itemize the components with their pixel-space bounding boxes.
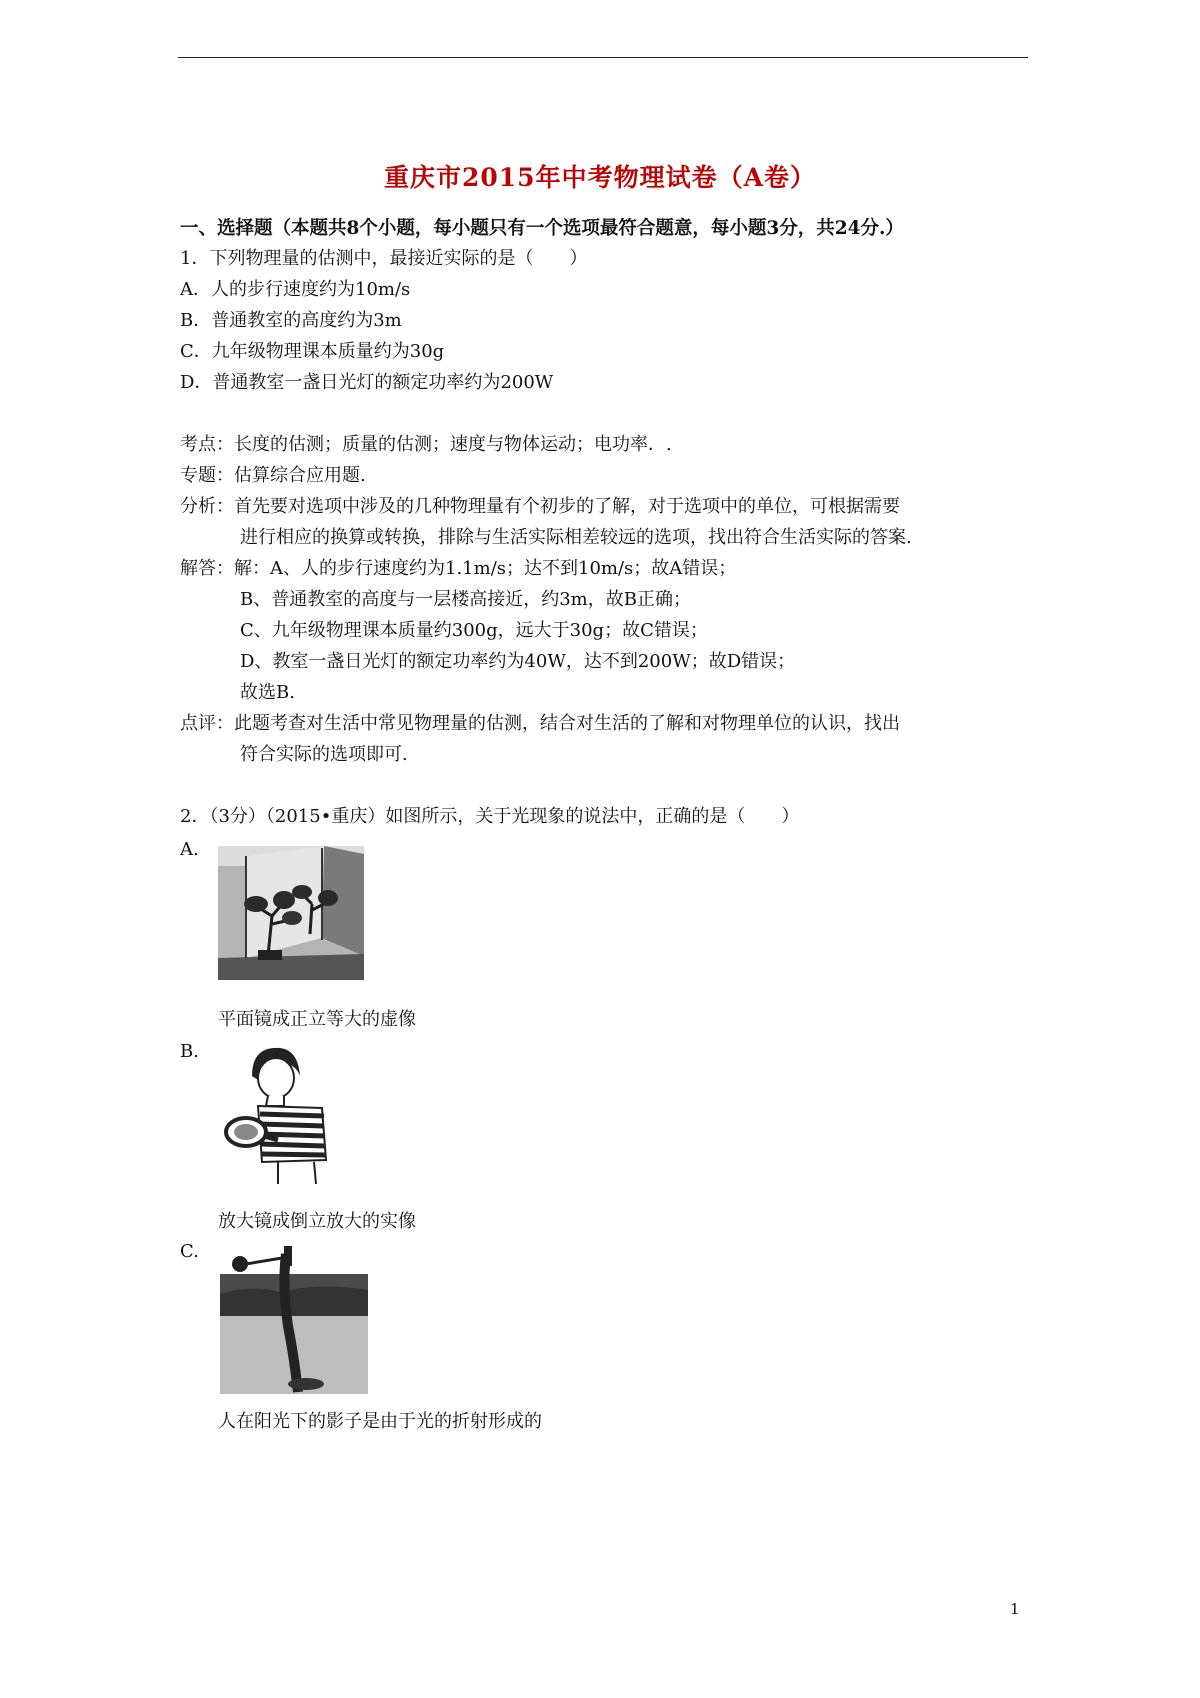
- q1-option-b: B．普通教室的高度约为3m: [180, 310, 402, 331]
- q1-jieda-line3: C、九年级物理课本质量约300g，远大于30g；故C错误；: [240, 620, 708, 641]
- sunlight-shadow-photo: [220, 1246, 368, 1394]
- q1-dianping-line1: 点评：此题考查对生活中常见物理量的估测，结合对生活的了解和对物理单位的认识，找出: [180, 713, 900, 734]
- q1-jieda-line5: 故选B.: [240, 682, 295, 703]
- q2-option-b-caption: 放大镜成倒立放大的实像: [218, 1211, 416, 1232]
- q1-jieda-line4: D、教室一盏日光灯的额定功率约为40W，达不到200W；故D错误；: [240, 651, 796, 672]
- q1-option-a: A．人的步行速度约为10m/s: [180, 279, 411, 300]
- q1-kaodian: 考点：长度的估测；质量的估测；速度与物体运动；电功率．.: [180, 434, 672, 455]
- q1-option-c: C．九年级物理课本质量约为30g: [180, 341, 445, 362]
- q2-option-a-letter: A.: [180, 839, 199, 860]
- q1-jieda-line2: B、普通教室的高度与一层楼高接近，约3m，故B正确；: [240, 589, 691, 610]
- q1-zhuanti: 专题：估算综合应用题.: [180, 465, 366, 486]
- q2-stem: 2．（3分）（2015•重庆）如图所示，关于光现象的说法中，正确的是（ ）: [180, 806, 800, 827]
- q2-option-a-caption: 平面镜成正立等大的虚像: [218, 1009, 416, 1030]
- q1-fenxi-line2: 进行相应的换算或转换，排除与生活实际相差较远的选项，找出符合生活实际的答案.: [240, 527, 912, 548]
- q2-option-c-caption: 人在阳光下的影子是由于光的折射形成的: [218, 1411, 542, 1432]
- q1-dianping-line2: 符合实际的选项即可.: [240, 744, 408, 765]
- q2-option-c-letter: C.: [180, 1241, 199, 1262]
- page-number: 1: [1010, 1600, 1020, 1618]
- q1-stem: 1．下列物理量的估测中，最接近实际的是（ ）: [180, 248, 588, 269]
- q1-option-d: D．普通教室一盏日光灯的额定功率约为200W: [180, 372, 554, 393]
- page-title: 重庆市2015年中考物理试卷（A卷）: [384, 163, 816, 192]
- header-rule: [178, 57, 1028, 58]
- q2-option-b-letter: B.: [180, 1041, 199, 1062]
- section-heading: 一、选择题（本题共8个小题，每小题只有一个选项最符合题意，每小题3分，共24分.）: [180, 218, 904, 239]
- plane-mirror-plant-photo: [218, 846, 364, 980]
- magnifier-boy-illustration: [218, 1040, 358, 1184]
- q1-jieda-line1: 解答：解：A、人的步行速度约为1.1m/s；达不到10m/s；故A错误；: [180, 558, 737, 579]
- q1-fenxi-line1: 分析：首先要对选项中涉及的几种物理量有个初步的了解，对于选项中的单位，可根据需要: [180, 496, 900, 517]
